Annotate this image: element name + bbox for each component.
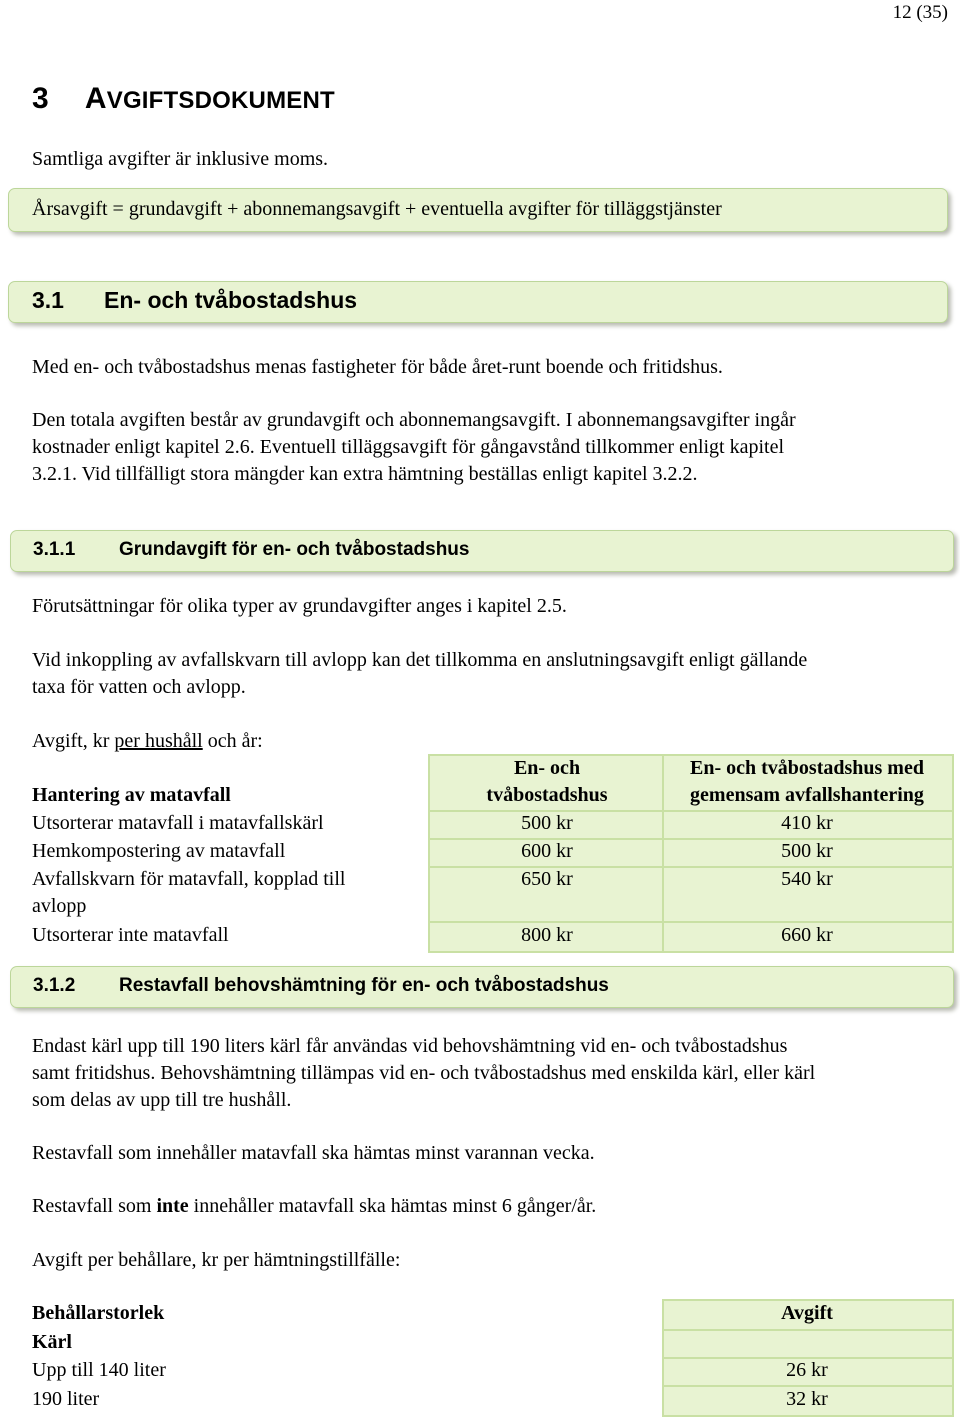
heading-3-1-2-title: Restavfall behovshämtning för en- och tvåbostadshus (119, 975, 609, 996)
table-row-value-single: 600 kr (521, 840, 573, 862)
heading-3-1-2 (10, 966, 954, 1008)
table-row-label: Utsorterar inte matavfall (32, 924, 229, 946)
section-number: 3 (32, 82, 49, 115)
intro-text: Samtliga avgifter är inklusive moms. (32, 148, 329, 170)
table-row-label-l2: avlopp (32, 895, 87, 917)
page-number: 12 (35) (892, 2, 948, 23)
paragraph-3-1-1-sewer-line1: Vid inkoppling av avfallskvarn till avlopp kan det tillkomma en anslutningsavgift enligt gällande (32, 649, 808, 671)
paragraph-3-1-fees-line3: 3.2.1. Vid tillfälligt stora mängder kan extra hämtning beställas enligt kapitel 3.2.2. (32, 463, 698, 485)
paragraph-3-1-1-conditions: Förutsättningar för olika typer av grundavgifter anges i kapitel 2.5. (32, 595, 567, 617)
paragraph-3-1-fees-line2: kostnader enligt kapitel 2.6. Eventuell tilläggsavgift för gångavstånd tillkommer enligt kapitel (32, 436, 785, 458)
fee-label (32, 728, 263, 755)
table-row-value-shared: 410 kr (781, 812, 833, 834)
section-heading (32, 82, 335, 116)
table-header-shared-l1: En- och tvåbostadshus med (690, 757, 924, 779)
table-row-value: 26 kr (786, 1359, 828, 1381)
formula-text: Årsavgift = grundavgift + abonnemangsavgift + eventuella avgifter för tilläggstjänster (32, 198, 722, 220)
table-header-single-l2: tvåbostadshus (486, 784, 608, 806)
table-cell (662, 1329, 954, 1359)
heading-3-1 (8, 281, 948, 323)
para3-part-b: inte (156, 1195, 189, 1217)
fee-label-part-b: per hushåll (114, 730, 203, 752)
table-header-fee: Avgift (781, 1302, 833, 1324)
heading-3-1-1 (10, 530, 954, 572)
heading-3-1-number: 3.1 (32, 287, 64, 313)
table-row-value-single: 500 kr (521, 812, 573, 834)
heading-3-1-title: En- och tvåbostadshus (104, 287, 358, 313)
paragraph-3-1-2-fee-label: Avgift per behållare, kr per hämtningstillfälle: (32, 1249, 401, 1271)
table-header-size: Behållarstorlek (32, 1302, 165, 1324)
paragraph-3-1-fees-line1: Den totala avgiften består av grundavgift och abonnemangsavgift. I abonnemangsavgifter ingår (32, 409, 796, 431)
table-row-label: Hemkompostering av matavfall (32, 840, 286, 862)
table-row-value: 32 kr (786, 1388, 828, 1410)
table-row-label: 190 liter (32, 1388, 100, 1410)
table-row-value-shared: 500 kr (781, 840, 833, 862)
fee-label-part-c: och år: (202, 730, 263, 752)
paragraph-3-1-2-containers-line2: samt fritidshus. Behovshämtning tillämpas vid en- och tvåbostadshus med enskilda kärl, eller kärl (32, 1062, 816, 1084)
table-row-value-single: 650 kr (521, 868, 573, 890)
paragraph-3-1-2-containers-line1: Endast kärl upp till 190 liters kärl får användas vid behovshämtning vid en- och tvåbostadshus (32, 1035, 788, 1057)
table-header-shared-l2: gemensam avfallshantering (690, 784, 924, 806)
paragraph-3-1-definition: Med en- och tvåbostadshus menas fastigheter för både året-runt boende och fritidshus. (32, 356, 723, 378)
paragraph-3-1-1-sewer-line2: taxa för vatten och avlopp. (32, 676, 246, 698)
formula-box (8, 188, 948, 232)
heading-3-1-1-title: Grundavgift för en- och tvåbostadshus (119, 539, 470, 560)
table-row-label: Upp till 140 liter (32, 1359, 166, 1381)
heading-3-1-2-number: 3.1.2 (33, 975, 76, 996)
section-title-first: A (84, 82, 107, 115)
table-row-label: Utsorterar matavfall i matavfallskärl (32, 812, 324, 834)
table-header-single-l1: En- och (513, 757, 581, 779)
paragraph-3-1-2-biweekly: Restavfall som innehåller matavfall ska hämtas minst varannan vecka. (32, 1142, 595, 1164)
table-row-value-shared: 660 kr (781, 924, 833, 946)
paragraph-3-1-2-six-times (32, 1193, 596, 1220)
para3-part-c: innehåller matavfall ska hämtas minst 6 gånger/år. (188, 1195, 597, 1217)
heading-3-1-1-number: 3.1.1 (33, 539, 76, 560)
table-row-label-l1: Avfallskvarn för matavfall, kopplad till (32, 868, 346, 890)
table-row-value-shared: 540 kr (781, 868, 833, 890)
section-title-rest: VGIFTSDOKUMENT (106, 87, 335, 114)
table-header-handling: Hantering av matavfall (32, 784, 231, 806)
paragraph-3-1-2-containers-line3: som delas av upp till tre hushåll. (32, 1089, 292, 1111)
table-row-value-single: 800 kr (521, 924, 573, 946)
fee-label-part-a: Avgift, kr (32, 730, 115, 752)
table-group-label: Kärl (32, 1331, 72, 1353)
para3-part-a: Restavfall som (32, 1195, 157, 1217)
